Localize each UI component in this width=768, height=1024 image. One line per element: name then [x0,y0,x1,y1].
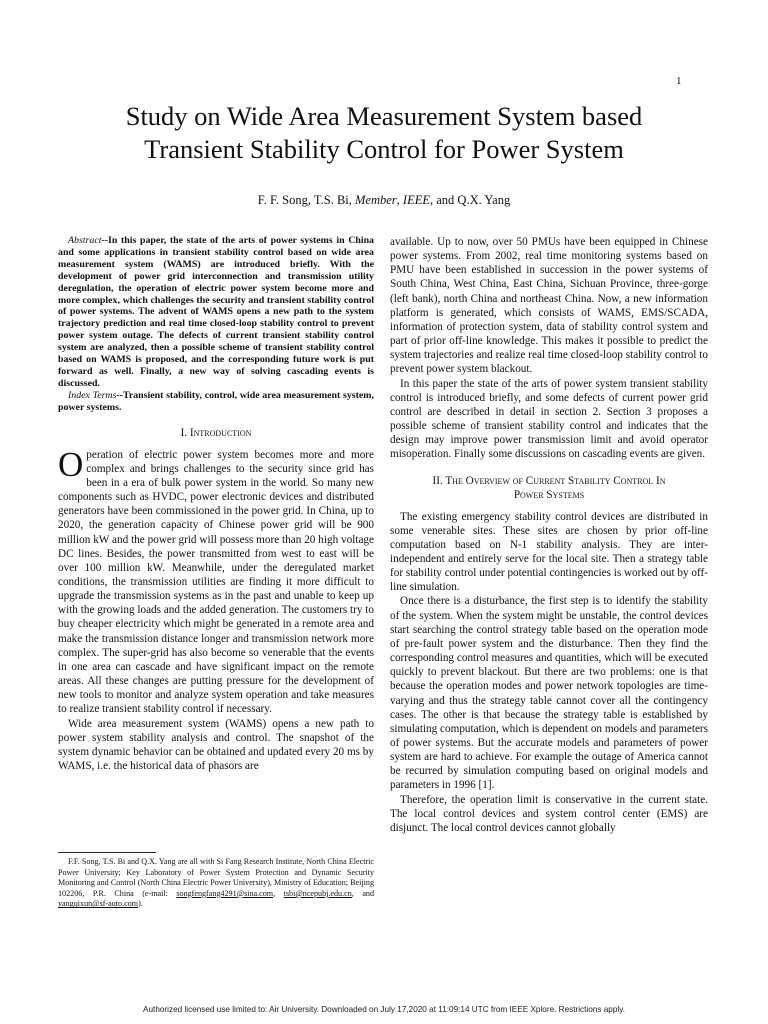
footnote-divider [58,852,156,853]
author-rest: , and Q.X. Yang [430,193,511,207]
author-member: Member [355,193,397,207]
abstract-label: Abstract [68,235,102,246]
section-1-heading: I. Introduction [180,426,252,439]
footnote-sep-2: , and [351,888,375,898]
paper-title [40,100,728,166]
index-terms [58,390,374,414]
title-line-2: Transient Stability Control for Power System [144,134,624,164]
section-2-heading [390,474,708,502]
footnote-text: F.F. Song, T.S. Bi and Q.X. Yang are all with Si Fang Research Institute, North China Electric Power University; Key Laboratory of Power System Protection and Dynamic Security Monitoring and Control (North China Electric Power University), Ministry of Education; Beijing 102206, P.R. China (e-mail: [58,857,374,898]
drop-cap: O [58,444,84,484]
intro-paragraph-1 [58,444,374,717]
index-terms-text: --Transient stability, control, wide area measurement system, power systems. [58,389,374,413]
intro-paragraph-4: In this paper the state of the arts of power system transient stability control is introduced briefly, and some defects of current power grid control are described in detail in section 2. Section 3 proposes a possible scheme of transient stability control and indicates that the design may improve power transmission limit and avoid operator misoperation. Finally some discussions on cascading events are given. [390,377,708,461]
right-column [390,235,708,835]
left-column [58,235,374,773]
email-link-3[interactable]: yangqixun@sf-auto.com [58,899,139,909]
abstract [58,235,374,390]
intro-paragraph-2: Wide area measurement system (WAMS) opens a new path to power system stability analysis and control. The snapshot of the system dynamic behavior can be obtained and updated every 20 ms by WAMS, i.e. the historical data of phasors are [58,717,374,773]
section-2-heading-line-2: Power Systems [513,488,585,501]
license-footer: Authorized licensed use limited to: Air University. Downloaded on July 17,2020 at 11:09:14 UTC from IEEE Xplore. Restrictions apply. [143,1005,625,1014]
author-names: F. F. Song, T.S. Bi, [257,193,356,207]
email-link-1[interactable]: songfengfang4291@sina.com [176,888,274,898]
author-line [40,193,728,208]
section-2-paragraph-2: Once there is a disturbance, the first step is to identify the stability of the system. When the system might be unstable, the control devices start searching the control strategy table based on the operation mode of pre-fault power system and the disturbance. Then they find the corresponding control measures and quantities, which will be executed quickly to prevent blackout. But there are two problems: one is that because the operation modes and power network topologies are time-varying and thus the strategy table cannot cover all the contingency cases. The other is that because the strategy table is established by simulating computation, which is dependent on models and parameters of power systems. But the accurate models and parameters of power system are hard to achieve. For example the outage of America cannot be recurred by simulation computing based on original models and parameters in 1996 [1]. [390,595,708,792]
section-2-paragraph-3: Therefore, the operation limit is conservative in the current state. The local control devices and system control center (EMS) are disjunct. The local control devices cannot globally [390,793,708,834]
abstract-text: --In this paper, the state of the arts of power systems in China and some applications in transient stability control based on wide area measurement system (WAMS) are introduced briefly. With the development of power grid interconnection and transmission utility deregulation, the operation of electric power system become more and more complex, which challenges the security and transient stability control of power systems. The advent of WAMS opens a new path to the system trajectory prediction and real time closed-loop stability control to prevent power system outage. The defects of current transient stability control system are analyzed, then a possible scheme of transient stability control based on WAMS is proposed, and the corresponding future work is put forward as well. Finally, a new way of solving cascading events is discussed. [58,235,374,389]
index-terms-label: Index Terms [68,389,117,401]
author-ieee: IEEE [402,193,430,207]
title-line-1: Study on Wide Area Measurement System based [125,101,643,131]
intro-paragraph-1-text: peration of electric power system becomes more and more complex and brings challenges to the security since grid has been in a era of bulk power system in the world. So many new components such as HVDC, power electronic devices and distributed generators have been commissioned in the power grid. In China, up to 2020, the generation capacity of Chinese power grid will be 900 million kW and the power grid will possess more than 20 high voltage DC lines. Besides, the power transmitted from west to east will be over 100 million kW. Meanwhile, under the deregulated market conditions, the transmission utilities are finding it more difficult to upgrade the transmission systems as in the past and unable to keep up with the growing loads and the added generation. The customers try to buy cheaper electricity which might be generated in a remote area and make the transmission distance longer and transmission network more complex. The super-grid has also become so venerable that the events in one area can cascade and have significant impact on the remote areas. All these changes are putting pressure for the development of new tools to monitor and analyze system operation and take measures to realize transient stability control if necessary. [58,448,374,716]
footnote-sep-1: , [273,888,284,898]
email-link-2[interactable]: tsbi@ncepubj.edu.cn [283,888,352,898]
author-affiliation-footnote [58,857,374,910]
footnote-end: ). [138,899,143,909]
intro-paragraph-3: available. Up to now, over 50 PMUs have been equipped in Chinese power systems. From 2002, real time monitoring systems based on PMU have been established in succession in the power systems of South China, West China, East China, Sichuan Province, three-gorge (left bank), north China and northeast China. Now, a new information platform is generated, which consists of WAMS, EMS/SCADA, information of protection system, data of stability control system and part of prior off-line knowledge. This makes it possible to predict the system trajectories and realize real time closed-loop stability control to prevent power system blackout. [390,236,708,376]
section-2-heading-line-1: II. The Overview of Current Stability Control In [432,474,666,487]
author-sep: , [396,193,403,207]
page-number: 1 [676,75,682,87]
section-2-paragraph-1: The existing emergency stability control devices are distributed in some venerable sites. These sites are chosen by prior off-line computation based on N-1 stability analysis. They are inter-independent and entirely serve for the local site. Then a strategy table for stability control under potential contingencies is worked out by off-line simulation. [390,510,708,594]
